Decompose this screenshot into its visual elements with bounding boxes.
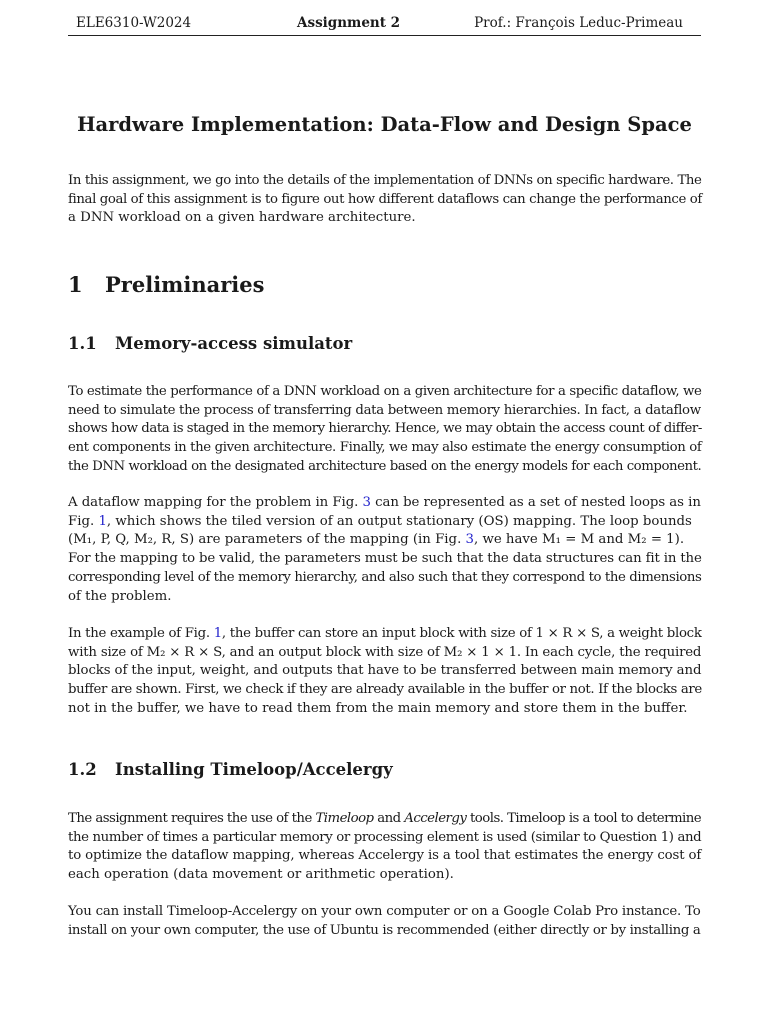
text-run: In the example of Fig. — [68, 626, 214, 641]
subsection-number: 1.2 — [68, 760, 97, 779]
text-line: not in the buffer, we have to read them from the main memory and store them in the buffer. — [68, 700, 688, 716]
text-line: In this assignment, we go into the details of the implementation of DNNs on specific hardware. The — [68, 173, 702, 188]
page-title: Hardware Implementation: Data-Flow and Design Space — [77, 113, 692, 136]
figure-ref-1[interactable]: 1 — [213, 626, 222, 641]
text-line: final goal of this assignment is to figure out how different dataflows can change the performance of — [68, 191, 702, 207]
text-line — [68, 513, 701, 532]
text-run: , we have M₁ = M and M₂ = 1). — [474, 532, 685, 548]
text-line: a DNN workload on a given hardware architecture. — [68, 210, 416, 226]
text-run: (M₁, P, Q, M₂, R, S) are parameters of the mapping (in Fig. — [68, 532, 466, 548]
text-line — [68, 810, 701, 829]
subsection-number: 1.1 — [68, 334, 97, 353]
text-line: blocks of the input, weight, and outputs that have to be transferred between main memory and — [68, 663, 702, 679]
text-line: ent components in the given architecture. Finally, we may also estimate the energy consumption of — [68, 440, 702, 456]
figure-ref-3[interactable]: 3 — [362, 495, 371, 510]
figure-ref-1[interactable]: 1 — [98, 513, 107, 529]
text-line: buffer are shown. First, we check if they are already available in the buffer or not. If the blocks are — [68, 682, 702, 698]
assignment-label: Assignment 2 — [297, 15, 401, 31]
tool-name-accelergy: Accelergy — [404, 811, 467, 826]
paragraph-simulator — [68, 383, 701, 477]
text-line: the DNN workload on the designated architecture based on the energy models for each component. — [68, 458, 702, 474]
intro-paragraph — [68, 172, 701, 228]
subsection-title: Memory-access simulator — [115, 334, 353, 353]
figure-ref-3[interactable]: 3 — [465, 532, 474, 548]
text-line: You can install Timeloop-Accelergy on your own computer or on a Google Colab Pro instance. To — [68, 904, 701, 919]
text-run: , the buffer can store an input block with size of 1 × R × S, a weight block — [221, 626, 702, 641]
text-line: need to simulate the process of transferring data between memory hierarchies. In fact, a dataflow — [68, 402, 701, 418]
text-run: Fig. — [68, 513, 99, 529]
text-run: , which shows the tiled version of an output stationary (OS) mapping. The loop bounds — [106, 513, 692, 529]
text-line: with size of M₂ × R × S, and an output block with size of M₂ × 1 × 1. In each cycle, the required — [68, 644, 702, 660]
running-header — [68, 15, 701, 35]
text-line: corresponding level of the memory hierarchy, and also such that they correspond to the dimensions — [68, 569, 702, 585]
course-code: ELE6310-W2024 — [76, 15, 192, 31]
section-title: Preliminaries — [105, 272, 265, 297]
text-line — [68, 494, 701, 513]
professor-name: Prof.: François Leduc-Primeau — [474, 15, 683, 31]
text-run: tools. Timeloop is a tool to determine — [466, 811, 702, 826]
tool-name-timeloop: Timeloop — [315, 811, 374, 826]
paragraph-tools — [68, 810, 701, 885]
text-line: shows how data is staged in the memory hierarchy. Hence, we may obtain the access count of differ- — [68, 421, 702, 437]
text-line — [68, 625, 701, 644]
subsection-heading — [68, 760, 393, 779]
paragraph-install — [68, 903, 701, 940]
paragraph-buffer-example — [68, 625, 701, 719]
text-line: of the problem. — [68, 588, 172, 604]
text-run: A dataflow mapping for the problem in Fig. — [68, 495, 363, 510]
text-line: to optimize the dataflow mapping, whereas Accelergy is a tool that estimates the energy cost of — [68, 848, 702, 864]
section-number: 1 — [68, 272, 83, 297]
text-line: install on your own computer, the use of Ubuntu is recommended (either directly or by installing a — [68, 922, 701, 938]
header-rule — [68, 35, 701, 36]
text-line: For the mapping to be valid, the parameters must be such that the data structures can fit in the — [68, 551, 702, 567]
subsection-heading — [68, 334, 352, 353]
paragraph-mapping — [68, 494, 701, 606]
text-line: the number of times a particular memory or processing element is used (similar to Question 1) and — [68, 829, 702, 845]
section-heading — [68, 272, 264, 297]
subsection-title: Installing Timeloop/Accelergy — [115, 760, 393, 779]
text-run: can be represented as a set of nested loops as in — [370, 495, 701, 510]
text-line: To estimate the performance of a DNN workload on a given architecture for a specific dataflow, we — [68, 384, 702, 399]
text-run: and — [373, 811, 405, 826]
text-line: each operation (data movement or arithmetic operation). — [68, 867, 454, 883]
text-run: The assignment requires the use of the — [68, 811, 316, 826]
text-line — [68, 531, 701, 550]
